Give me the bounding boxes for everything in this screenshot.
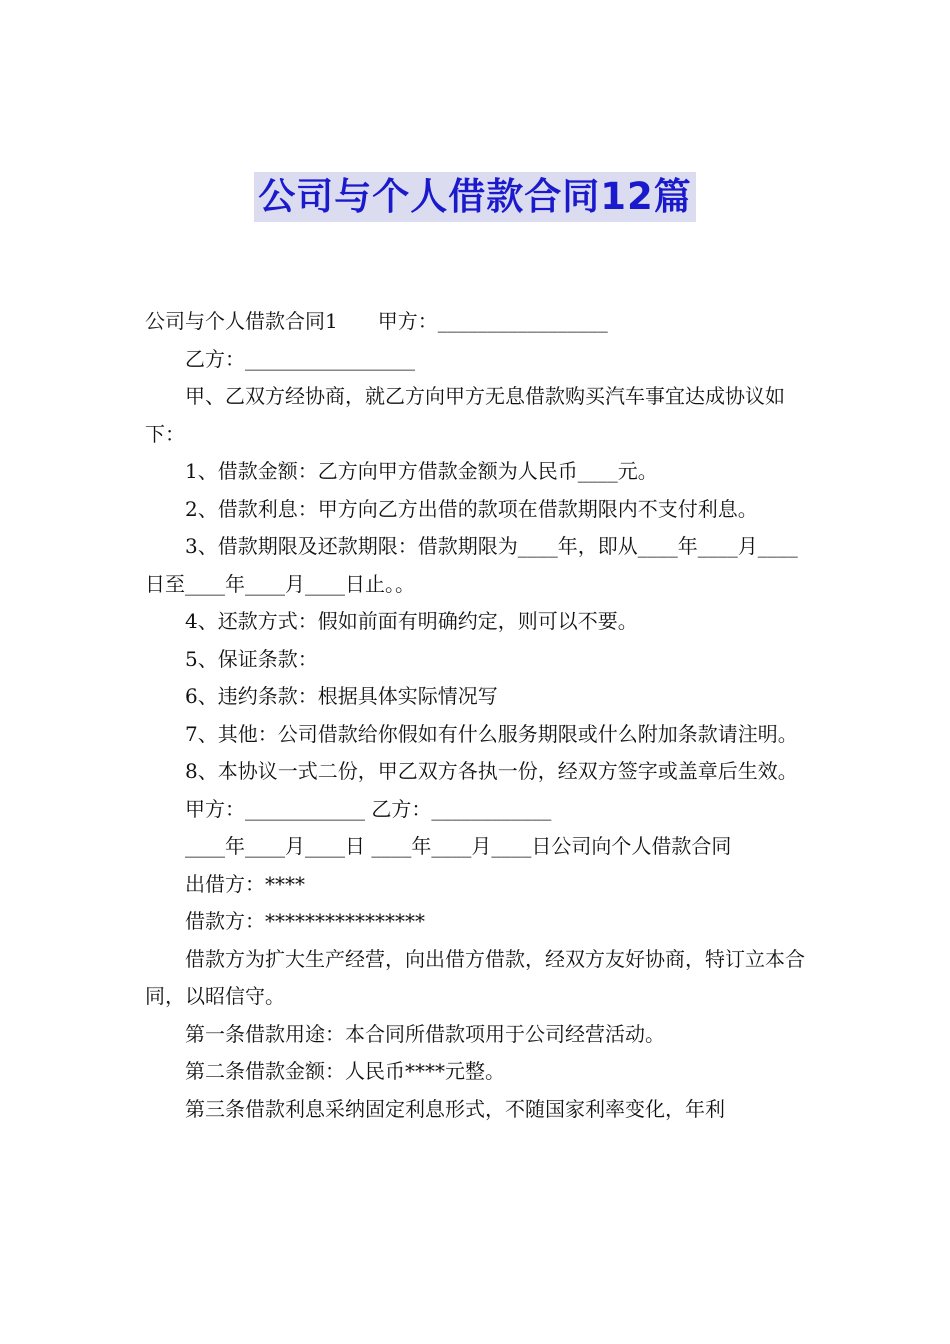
paragraph-clause-8: 8、本协议一式二份，甲乙双方各执一份，经双方签字或盖章后生效。 [185,759,798,783]
paragraph-borrower: 借款方：**************** [185,909,425,933]
paragraph-clause-1: 1、借款金额：乙方向甲方借款金额为人民币____元。 [185,459,658,483]
paragraph-clause-5: 5、保证条款： [185,646,318,671]
paragraph-heading-party-a: 公司与个人借款合同1 甲方：_________________ [145,309,608,333]
paragraph-dates-next-title: ____年____月____日 ____年____月____日公司向个人借款合同 [185,834,732,858]
paragraph-clause-2: 2、借款利息：甲方向乙方出借的款项在借款期限内不支付利息。 [185,496,758,521]
paragraph-clause-3: 3、借款期限及还款期限：借款期限为____年，即从____年____月____日至____年____月____日止。。 [145,534,798,596]
document-title: 公司与个人借款合同12篇 [254,172,696,222]
paragraph-purpose-intro: 借款方为扩大生产经营，向出借方借款，经双方友好协商，特订立本合同，以昭信守。 [145,946,805,1008]
document-body [145,303,815,1128]
paragraph-article-2: 第二条借款金额：人民币****元整。 [185,1059,505,1083]
paragraph-lender: 出借方：**** [185,871,305,896]
paragraph-party-b: 乙方：_________________ [185,346,415,371]
paragraph-clause-7: 7、其他：公司借款给你假如有什么服务期限或什么附加条款请注明。 [185,721,798,746]
title-container [0,172,950,222]
paragraph-article-3: 第三条借款利息采纳固定利息形式，不随国家利率变化，年利 [185,1096,725,1121]
paragraph-clause-6: 6、违约条款：根据具体实际情况写 [185,684,498,708]
paragraph-clause-4: 4、还款方式：假如前面有明确约定，则可以不要。 [185,609,638,633]
paragraph-article-1: 第一条借款用途：本合同所借款项用于公司经营活动。 [185,1021,665,1046]
paragraph-preamble: 甲、乙双方经协商，就乙方向甲方无息借款购买汽车事宜达成协议如下： [145,384,785,446]
paragraph-signatures: 甲方：____________ 乙方：____________ [185,796,552,821]
